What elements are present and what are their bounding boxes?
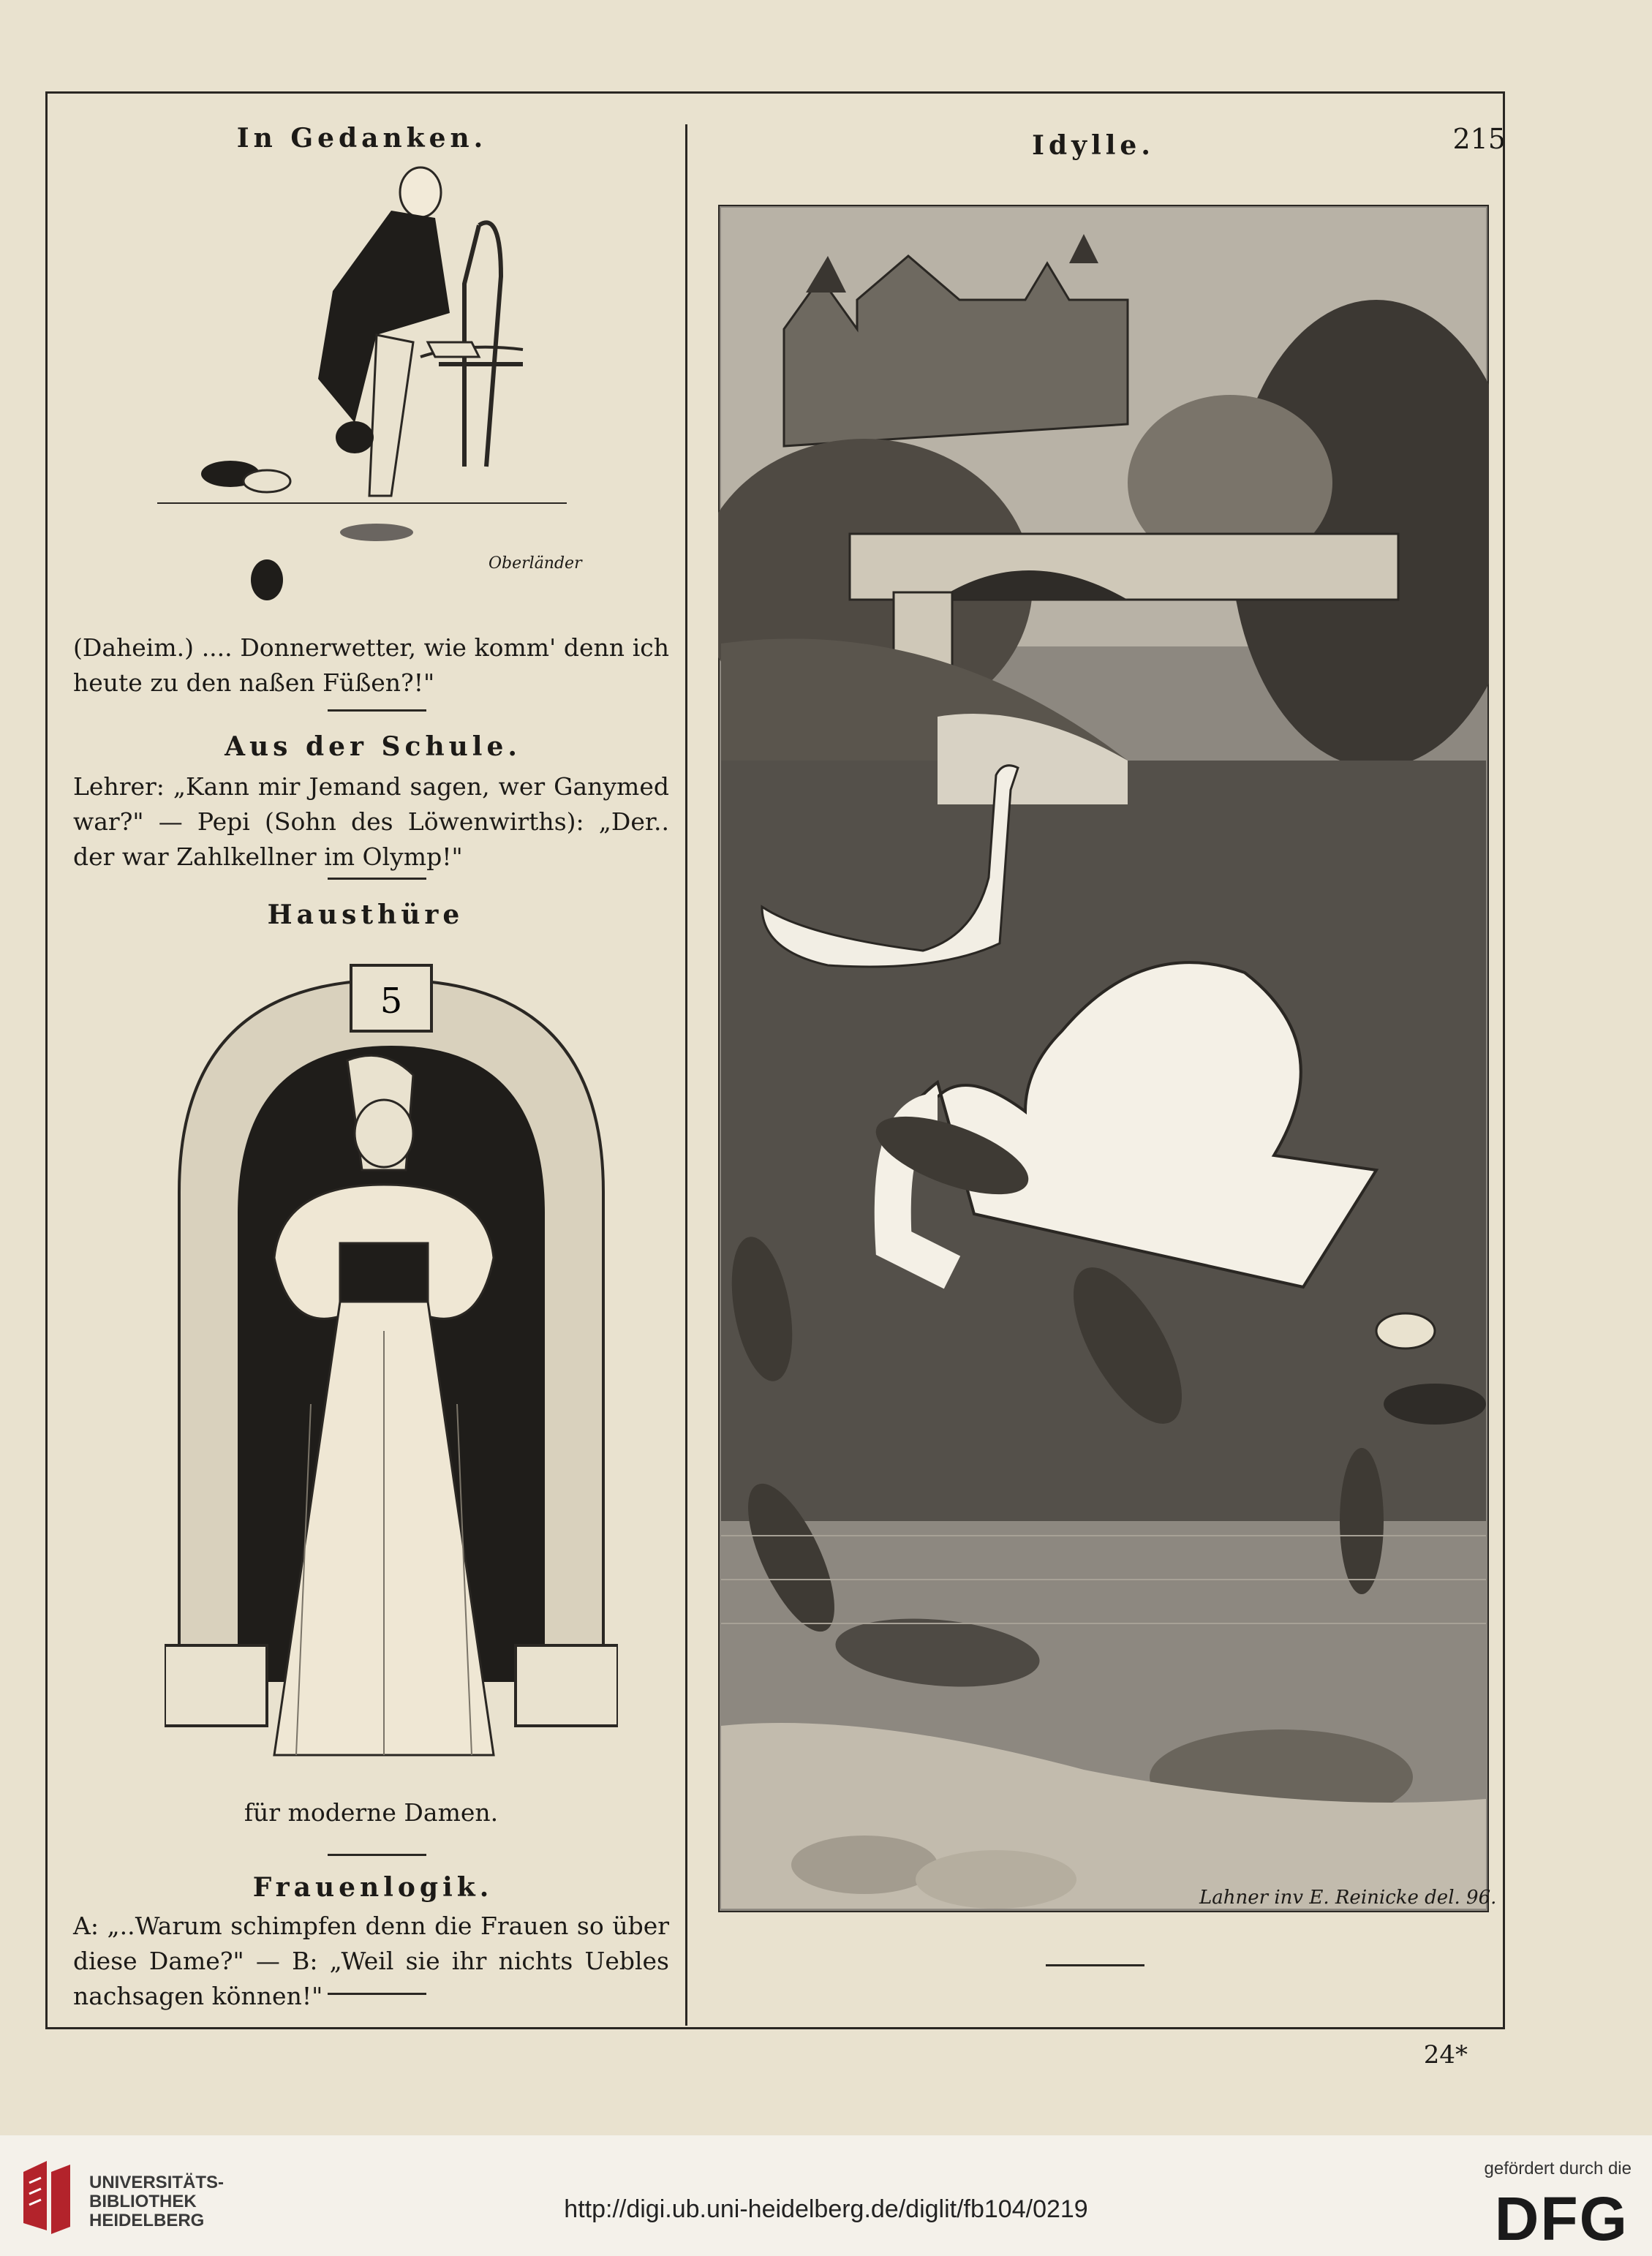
cartoon-title-in-gedanken: In Gedanken.: [236, 123, 488, 154]
separator-rule: [1046, 1964, 1144, 1966]
library-footer-bar: [0, 2135, 1652, 2256]
sponsor-text: gefördert durch die: [1484, 2159, 1632, 2178]
joke-title-aus-der-schule: Aus der Schule.: [225, 731, 521, 762]
cartoon-title-hausthuere: Hausthüre: [267, 899, 464, 930]
separator-rule: [328, 1993, 426, 1995]
picture-title-idylle: Idylle.: [1032, 130, 1155, 161]
library-name-line3: HEIDELBERG: [89, 2211, 205, 2230]
joke-text-aus-der-schule: Lehrer: „Kann mir Jemand sagen, wer Ganymed war?" — Pepi (Sohn des Löwenwirths): „Der.. der war Zahlkellner im Olymp!": [73, 772, 669, 871]
separator-rule: [328, 1854, 426, 1856]
joke-title-frauenlogik: Frauenlogik.: [252, 1872, 494, 1903]
cartoon-caption-moderne-damen: für moderne Damen.: [244, 1798, 499, 1827]
signature-mark: 24*: [1423, 2040, 1468, 2070]
column-divider: [685, 124, 687, 2026]
separator-rule: [328, 878, 426, 880]
cartoon-caption-daheim: (Daheim.) .... Donnerwetter, wie komm' denn ich heute zu den naßen Füßen?!": [73, 633, 669, 697]
artist-signature: Oberländer: [489, 554, 582, 573]
illustration-signature: Lahner inv E. Reinicke del. 96.: [1199, 1887, 1497, 1909]
cartoon-lady-in-doorway: [165, 951, 618, 1770]
door-number: 5: [380, 981, 403, 1022]
dfg-logo[interactable]: DFG: [1494, 2184, 1629, 2253]
joke-text-frauenlogik: A: „..Warum schimpfen denn die Frauen so über diese Dame?" — B: „Weil sie ihr nichts Uebles nachsagen können!": [73, 1912, 669, 2010]
illustration-swan-and-fish: [718, 205, 1489, 1912]
library-name-line1: UNIVERSITÄTS-: [89, 2173, 225, 2192]
separator-rule: [328, 709, 426, 712]
library-name-line2: BIBLIOTHEK: [89, 2192, 197, 2211]
document-url-link[interactable]: http://digi.ub.uni-heidelberg.de/diglit/fb104/0219: [564, 2195, 1088, 2223]
page-number: 215: [1452, 123, 1506, 155]
cartoon-man-wet-feet: [157, 159, 567, 613]
